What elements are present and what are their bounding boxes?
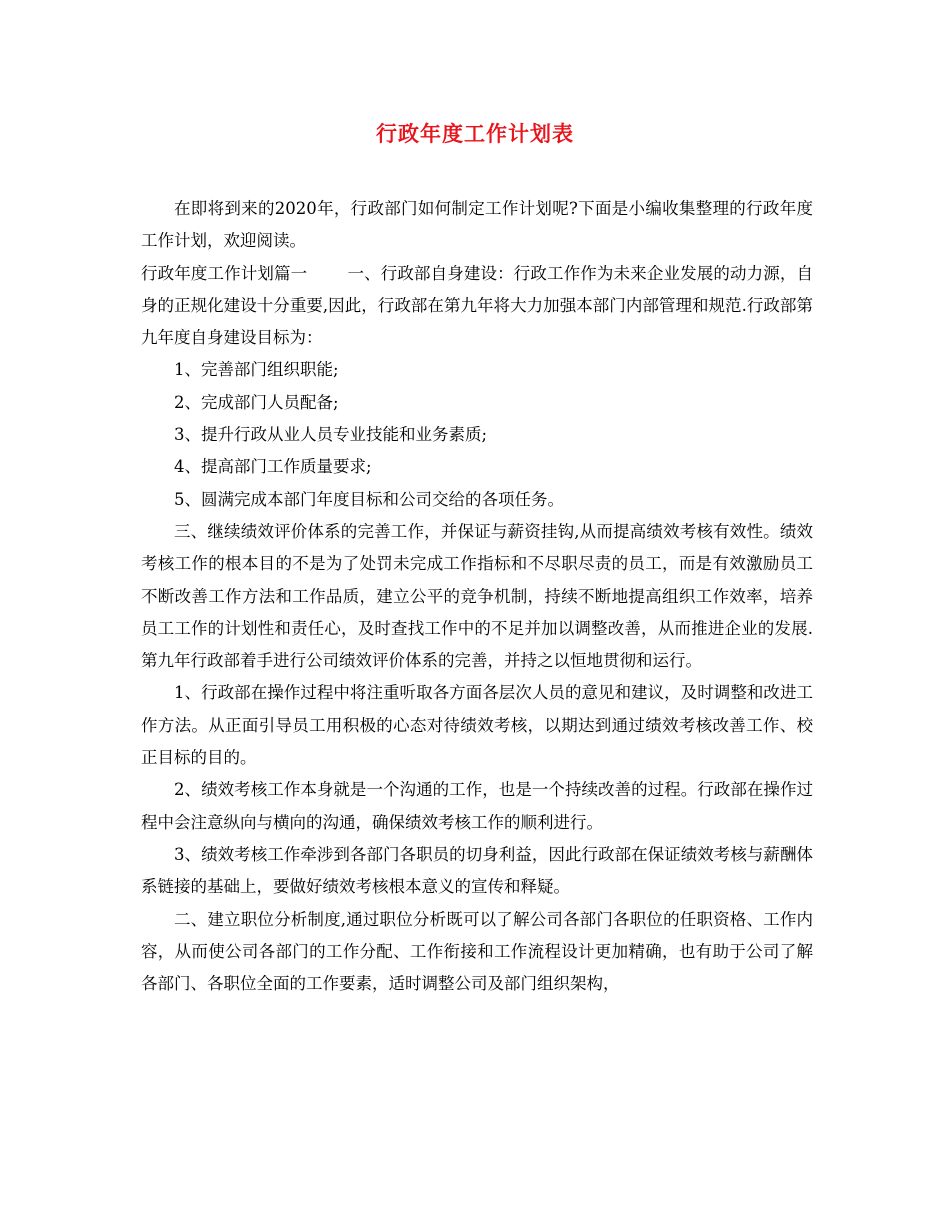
- point-paragraph: 3、绩效考核工作牵涉到各部门各职员的切身利益，因此行政部在保证绩效考核与薪酬体系链接的基础上，要做好绩效考核根本意义的宣传和释疑。: [141, 844, 813, 897]
- section-one-paragraph: [141, 258, 813, 355]
- section-label: 行政年度工作计划篇一: [141, 263, 308, 283]
- goal-item: 4、提高部门工作质量要求;: [174, 457, 372, 477]
- goal-item: 5、圆满完成本部门年度目标和公司交给的各项任务。: [174, 489, 564, 509]
- goal-item: 3、提升行政从业人员专业技能和业务素质;: [174, 425, 488, 445]
- section-three-paragraph: 三、继续绩效评价体系的完善工作，并保证与薪资挂钩,从而提高绩效考核有效性。绩效考核工作的根本目的不是为了处罚未完成工作指标和不尽职尽责的员工，而是有效激励员工不断改善工作方法和工作品质，建立公平的竞争机制，持续不断地提高组织工作效率，培养员工工作的计划性和责任心，及时查找工作中的不足并加以调整改善，从而推进企业的发展.第九年行政部着手进行公司绩效评价体系的完善，并持之以恒地贯彻和运行。: [141, 521, 813, 671]
- intro-paragraph: 在即将到来的2020年，行政部门如何制定工作计划呢?下面是小编收集整理的行政年度工作计划，欢迎阅读。: [141, 199, 813, 251]
- document-body: [141, 193, 813, 1000]
- point-paragraph: 2、绩效考核工作本身就是一个沟通的工作，也是一个持续改善的过程。行政部在操作过程中会注意纵向与横向的沟通，确保绩效考核工作的顺利进行。: [141, 780, 813, 832]
- goal-item: 1、完善部门组织职能;: [174, 360, 339, 380]
- goal-item: 2、完成部门人员配备;: [174, 392, 339, 412]
- section-one-text: 一、行政部自身建设：行政工作作为未来企业发展的动力源，自身的正规化建设十分重要,因此，行政部在第九年将大力加强本部门内部管理和规范.行政部第九年度自身建设目标为：: [141, 263, 814, 348]
- page-title: 行政年度工作计划表: [376, 121, 574, 146]
- section-two-paragraph: 二、建立职位分析制度,通过职位分析既可以了解公司各部门各职位的任职资格、工作内容，从而使公司各部门的工作分配、工作衔接和工作流程设计更加精确，也有助于公司了解各部门、各职位全面的工作要素，适时调整公司及部门组织架构，: [141, 909, 813, 994]
- point-paragraph: 1、行政部在操作过程中将注重听取各方面各层次人员的意见和建议，及时调整和改进工作方法。从正面引导员工用积极的心态对待绩效考核，以期达到通过绩效考核改善工作、校正目标的目的。: [141, 683, 813, 768]
